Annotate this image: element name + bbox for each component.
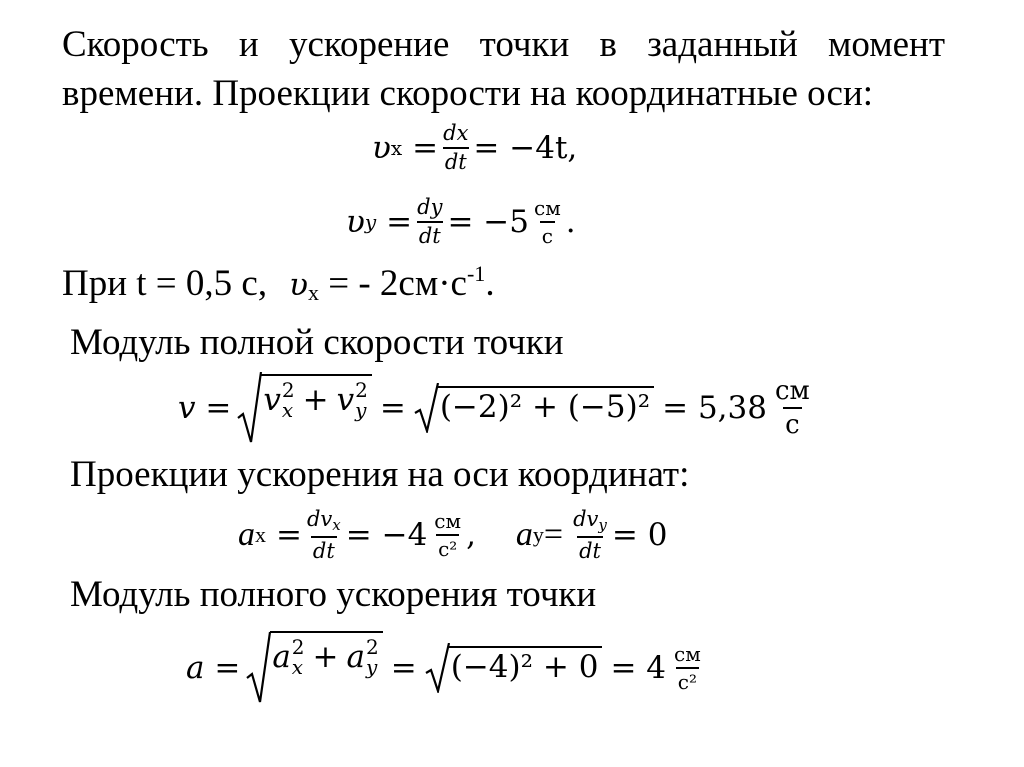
speed-result: = 5,38 [662,389,767,426]
fraction-dvy-dt [571,506,609,563]
radical-2 [425,643,603,693]
speed-heading: Модуль полной скорости точки [70,322,564,363]
vy-subscript: y [355,398,367,422]
radical-1 [246,626,382,710]
v-symbol: v = [178,389,232,426]
vx-subscript: x [307,280,319,305]
vy-exponent: 2 [355,378,368,402]
ax-result: = −4 [345,516,428,553]
radical-sign-icon [425,643,451,693]
fraction-numerator: dx [443,121,469,145]
unit-denominator: с [540,221,555,246]
radical-sign-icon [246,626,272,710]
period: . [565,203,576,240]
equals-sign: = [386,203,413,240]
vx-subscript: x [281,398,294,422]
ay-result: = 0 [611,516,668,553]
radical-sign-icon [237,372,263,444]
fraction-dy-dt [415,197,444,247]
unit-numerator: см [774,376,810,406]
equals-sign: = [543,516,564,553]
unit-fraction [532,198,563,246]
ay-symbol: a [346,638,365,675]
ay-exponent: 2 [366,635,379,659]
equation-accel-projections [238,500,667,570]
time-line [62,263,495,304]
ax-symbol: a [238,516,255,553]
equals-sign: = [276,516,302,553]
plus-sign: + [302,381,329,418]
numerator-subscript: x [332,515,341,534]
vx-symbol: υ [289,267,308,303]
fraction-dx-dt [441,123,470,173]
radical-1 [237,372,371,444]
fraction-numerator: dv [573,506,599,531]
vy-symbol: υ [346,203,365,240]
equals-sign: = [379,389,406,426]
radical-sign-icon [414,383,440,433]
ay-subscript: y [532,522,544,547]
intro-line-2: времени. Проекции скорости на координатные оси: [62,73,874,114]
a-symbol: a = [186,649,241,686]
accel-total-heading: Модуль полного ускорения точки [70,574,597,615]
fraction-numerator: dv [306,506,333,531]
ay-subscript: y [366,655,378,679]
unit-numerator: см [674,642,701,666]
fraction-denominator: dt [577,536,603,562]
equals-sign: = [412,129,439,166]
exponent: -1 [466,261,486,286]
vx-value: = - 2см·с [318,263,467,304]
equation-speed [178,366,815,450]
vx-subscript: x [390,136,403,160]
time-text: При t = 0,5 с, [62,263,268,304]
radicand: (−2)² + (−5)² [438,386,654,425]
radicand: (−4)² + 0 [449,646,603,685]
unit-fraction [672,644,703,692]
ax-exponent: 2 [291,635,305,659]
equation-accel-total [186,622,706,714]
vx-symbol: v [263,381,281,418]
unit-fraction [432,511,463,559]
ax-symbol: a [272,638,291,675]
equation-vy [346,190,576,254]
vy-subscript: y [364,210,377,234]
fraction-dvx-dt [305,506,343,563]
accel-heading: Проекции ускорения на оси координат: [70,454,690,495]
equation-vx [372,118,577,178]
vy-result: = −5 [447,203,529,240]
equals-sign: = [390,649,417,686]
vx-symbol: υ [372,129,391,166]
ax-subscript: x [255,522,266,547]
vx-exponent: 2 [281,378,295,402]
comma: , [466,516,476,553]
plus-sign: + [312,638,339,675]
period: . [485,263,495,304]
numerator-subscript: y [598,515,607,534]
unit-numerator: см [534,196,561,220]
unit-denominator: с² [436,534,459,559]
vy-symbol: v [336,381,355,418]
ay-symbol: a [515,516,533,553]
vx-result: = −4t, [473,129,578,166]
fraction-numerator: dy [417,195,443,219]
fraction-denominator: dt [443,147,469,173]
unit-denominator: с [783,407,802,438]
radical-2 [414,383,654,433]
accel-result: = 4 [610,649,667,686]
unit-fraction [773,378,812,438]
unit-numerator: см [434,509,462,533]
intro-line-1: Скорость и ускорение точки в заданный момент [62,24,945,65]
fraction-denominator: dt [417,221,443,247]
fraction-denominator: dt [311,536,337,562]
ax-subscript: x [291,655,304,679]
unit-denominator: с² [676,667,699,692]
